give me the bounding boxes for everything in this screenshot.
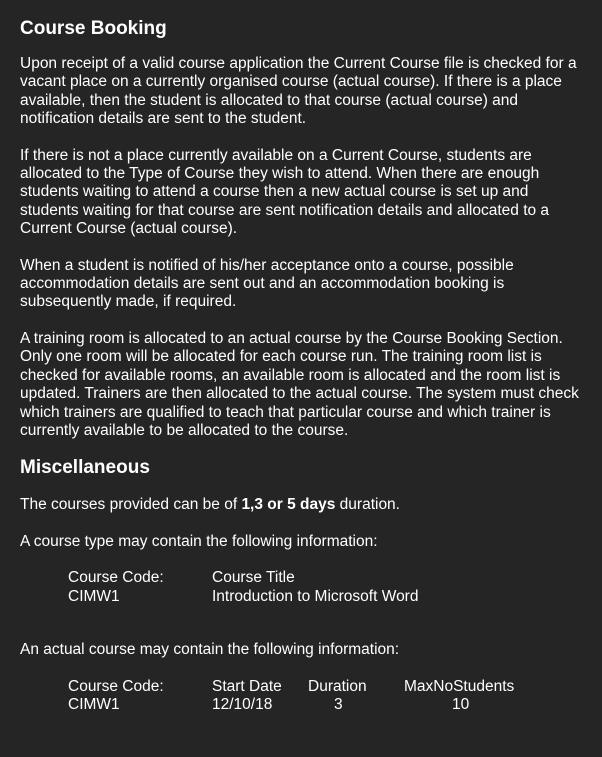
actual-course-table [68,678,586,715]
paragraph-course-type-intro: A course type may contain the following information: [20,532,378,550]
course-type-cell-title: Introduction to Microsoft Word [212,587,419,605]
actual-course-header-max-students: MaxNoStudents [404,677,515,695]
paragraph-receipt: Upon receipt of a valid course application the Current Course file is checked for a vacant place on a currently organised course (actual course). If there is a place available, then the student is allocated to that course (actual course) and notification details are sent to the student. [20,55,577,128]
spacer [20,606,586,641]
course-type-cell-code: CIMW1 [68,587,120,605]
heading-miscellaneous: Miscellaneous [20,457,150,479]
paragraph-actual-course-intro: An actual course may contain the following information: [20,641,400,659]
duration-bold: 1,3 or 5 days [241,496,336,514]
paragraph-training-room: A training room is allocated to an actual course by the Course Booking Section. Only one room will be allocated for each course run. The training room list is checked for available rooms, an available room is allocated and the room list is updated. Trainers are then allocated to the actual course. The system must check which trainers are qualified to teach that particular course and which trainer is currently available to be allocated to the course. [20,329,579,439]
paragraph-accommodation: When a student is notified of his/her acceptance onto a course, possible accommodation details are sent out and an accommodation booking is subsequently made, if required. [20,256,514,311]
document [20,18,586,715]
actual-course-cell-code: CIMW1 [68,695,120,713]
actual-course-header-duration: Duration [308,677,367,695]
paragraph-no-place: If there is not a place currently available on a Current Course, students are allocated to the Type of Course they wish to attend. When there are enough students waiting to attend a course then a new actual course is set up and students waiting for that course are sent notification details and allocated to a Current Course (actual course). [20,146,550,238]
course-type-header-code: Course Code: [68,569,164,587]
actual-course-cell-max-students: 10 [452,695,470,713]
duration-suffix: duration. [335,496,400,514]
actual-course-cell-start-date: 12/10/18 [212,695,273,713]
heading-course-booking: Course Booking [20,18,167,39]
duration-prefix: The courses provided can be of [20,496,242,514]
actual-course-header-start-date: Start Date [212,677,282,695]
actual-course-cell-duration: 3 [334,695,343,713]
actual-course-header-code: Course Code: [68,677,164,695]
paragraph-duration [20,496,586,514]
course-type-table [68,569,586,606]
course-type-header-title: Course Title [212,569,295,587]
